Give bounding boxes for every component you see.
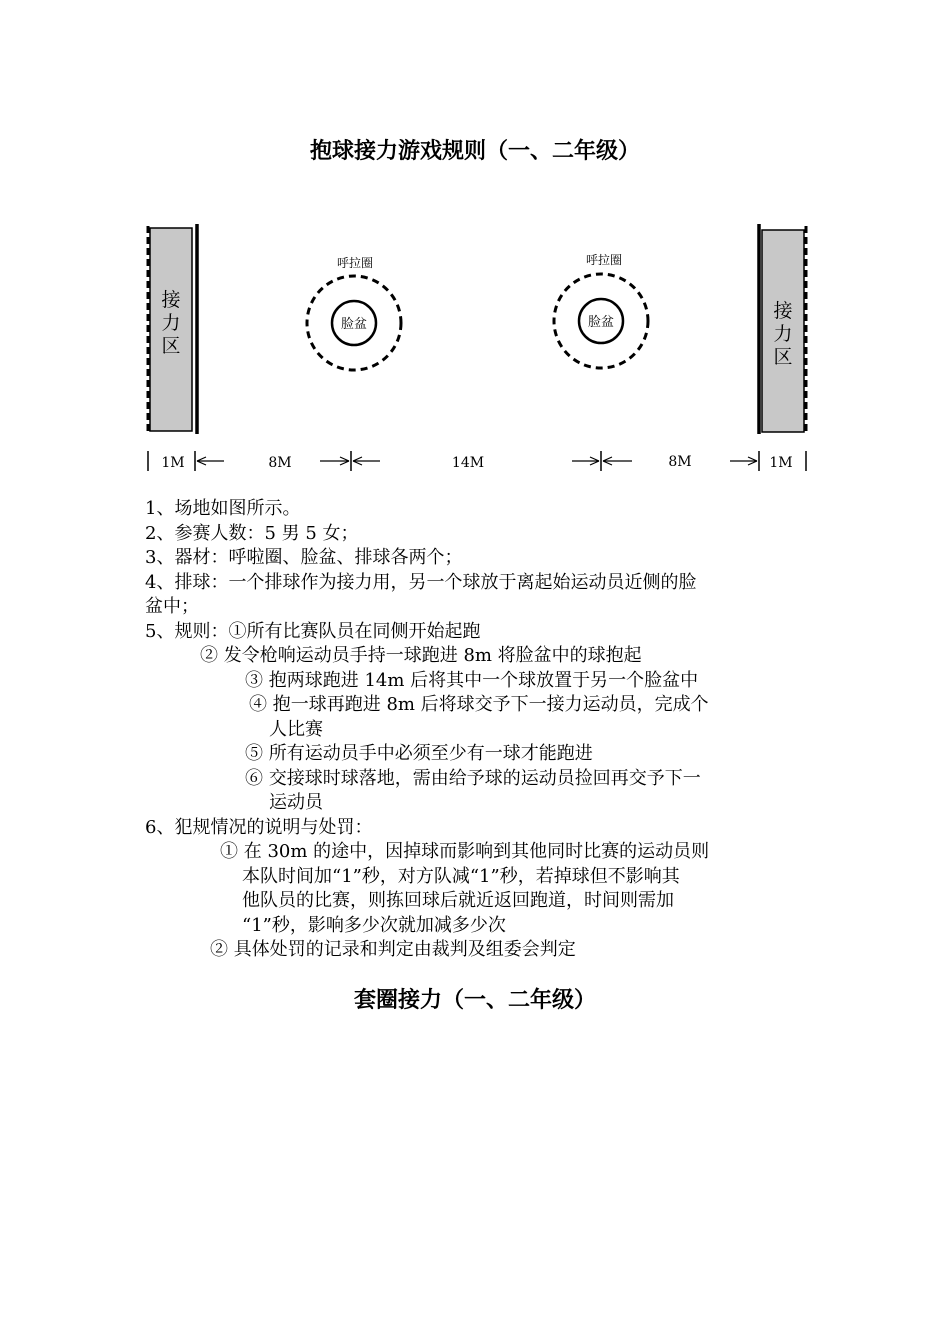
relay-zone-right-char-1: 接: [773, 300, 793, 322]
rule-5-item-5: ⑤ 所有运动员手中必须至少有一球才能跑进: [245, 743, 593, 764]
rule-5-item-3: ③ 抱两球跑进 14m 后将其中一个球放置于另一个脸盆中: [245, 669, 699, 691]
rule-4-line-1: 4、排球：一个排球作为接力用，另一个球放于离起始运动员近侧的脸: [145, 571, 697, 593]
hoop-left: [307, 255, 401, 370]
hoop-right: [554, 252, 648, 368]
dim-8m-right: 8M: [668, 454, 692, 470]
basin-label-right: 脸盆: [587, 315, 615, 330]
rules-body: [145, 497, 810, 963]
rule-5: 5、规则：①所有比赛队员在同侧开始起跑: [145, 620, 481, 642]
rule-5-item-6-line-2: 运动员: [269, 792, 323, 813]
relay-zone-left-char-1: 接: [161, 289, 181, 311]
rule-2: 2、参赛人数：5 男 5 女；: [145, 522, 359, 544]
rule-4-line-2: 盆中；: [145, 596, 199, 617]
page-title: 抱球接力游戏规则（一、二年级）: [309, 139, 640, 164]
relay-zone-left-char-3: 区: [161, 335, 181, 357]
rule-6: 6、犯规情况的说明与处罚：: [145, 816, 373, 838]
dim-1m-right: 1M: [769, 455, 793, 471]
rule-1: 1、场地如图所示。: [145, 498, 301, 519]
rule-5-item-2: ② 发令枪响运动员手持一球跑进 8m 将脸盆中的球抱起: [200, 645, 642, 666]
section-title: 套圈接力（一、二年级）: [353, 988, 596, 1013]
dim-14m: 14M: [451, 455, 485, 471]
field-diagram: [140, 220, 812, 480]
rule-5-item-6-line-1: ⑥ 交接球时球落地，需由给予球的运动员捡回再交予下一: [245, 767, 701, 789]
rule-5-item-4-line-2: 人比赛: [269, 718, 323, 740]
hoop-label-left: 呼拉圈: [336, 256, 374, 270]
rule-3: 3、器材：呼啦圈、脸盆、排球各两个；: [145, 547, 463, 568]
hoop-label-right: 呼拉圈: [585, 253, 623, 267]
dim-8m-left: 8M: [268, 455, 292, 471]
rule-5-item-4-line-1: ④ 抱一球再跑进 8m 后将球交予下一接力运动员，完成个: [249, 694, 709, 715]
rule-6-item-2: ② 具体处罚的记录和判定由裁判及组委会判定: [210, 939, 576, 960]
rule-6-item-1-line-3: 他队员的比赛，则拣回球后就近返回跑道，时间则需加: [242, 890, 674, 911]
relay-zone-right: [759, 224, 806, 434]
rule-6-item-1-line-2: 本队时间加“1”秒，对方队减“1”秒，若掉球但不影响其: [242, 865, 680, 887]
rule-6-item-1-line-4: “1”秒，影响多少次就加减多少次: [242, 914, 506, 936]
dimension-line: [148, 451, 806, 471]
relay-zone-left: [148, 224, 197, 434]
dim-1m-left: 1M: [161, 455, 185, 471]
basin-label-left: 脸盆: [340, 317, 368, 332]
relay-zone-right-char-3: 区: [773, 346, 793, 368]
relay-zone-left-char-2: 力: [161, 312, 181, 334]
relay-zone-right-char-2: 力: [773, 323, 793, 345]
rule-6-item-1-line-1: ① 在 30m 的途中，因掉球而影响到其他同时比赛的运动员则: [220, 841, 710, 862]
